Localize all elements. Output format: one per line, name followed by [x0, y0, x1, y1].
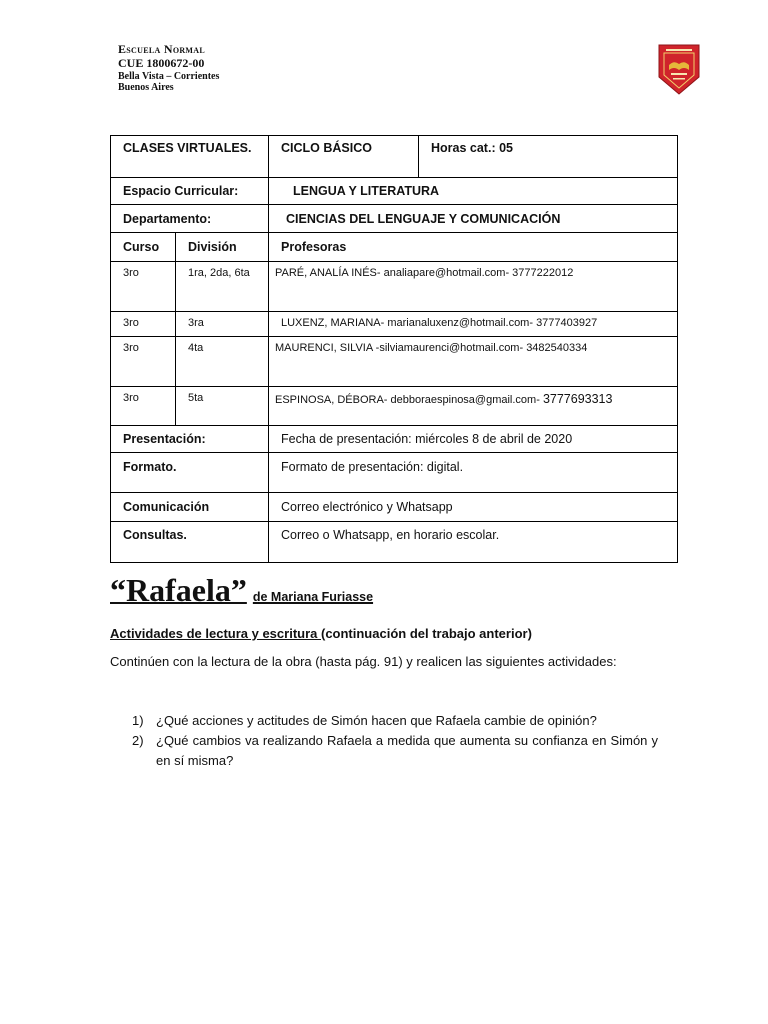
label-formato: Formato. — [111, 453, 269, 493]
teacher-curso: 3ro — [111, 387, 176, 426]
question-number: 1) — [132, 713, 144, 728]
activities-intro: Continúen con la lectura de la obra (hasta pág. 91) y realicen las siguientes actividades: — [110, 654, 617, 669]
activities-heading-title: Actividades de lectura y escritura — [110, 626, 321, 641]
table-row — [111, 205, 678, 233]
question-text: ¿Qué cambios va realizando Rafaela a medida que aumenta su confianza en Simón y en sí misma? — [156, 733, 658, 768]
teacher-division: 1ra, 2da, 6ta — [176, 262, 269, 312]
value-consultas: Correo o Whatsapp, en horario escolar. — [269, 522, 678, 563]
teacher-division: 3ra — [176, 312, 269, 337]
value-presentacion: Fecha de presentación: miércoles 8 de abril de 2020 — [269, 426, 678, 453]
cell-clases-virtuales: CLASES VIRTUALES. — [111, 136, 269, 178]
school-city: Buenos Aires — [118, 82, 174, 94]
table-header-row — [111, 233, 678, 262]
school-crest-icon — [658, 43, 700, 95]
teacher-division: 4ta — [176, 337, 269, 387]
school-cue: CUE 1800672-00 — [118, 55, 205, 70]
teacher-curso: 3ro — [111, 262, 176, 312]
question-text: ¿Qué acciones y actitudes de Simón hacen que Rafaela cambie de opinión? — [156, 713, 597, 728]
question-item — [110, 731, 658, 771]
cell-horas: Horas cat.: 05 — [419, 136, 678, 178]
cell-ciclo: CICLO BÁSICO — [269, 136, 419, 178]
activities-heading — [110, 626, 532, 641]
activities-heading-note: (continuación del trabajo anterior) — [320, 626, 532, 641]
teacher-row — [111, 312, 678, 337]
question-item — [110, 711, 658, 731]
teacher-curso: 3ro — [111, 337, 176, 387]
label-presentacion: Presentación: — [111, 426, 269, 453]
teacher-contact: ESPINOSA, DÉBORA- debboraespinosa@gmail.com- — [275, 394, 543, 406]
table-row — [111, 426, 678, 453]
teacher-contact: PARÉ, ANALÍA INÉS- analiapare@hotmail.com- 3777222012 — [269, 262, 678, 312]
work-title: “Rafaela” — [110, 572, 247, 608]
school-name: Escuela Normal — [118, 42, 205, 56]
label-consultas: Consultas. — [111, 522, 269, 563]
value-formato: Formato de presentación: digital. — [269, 453, 678, 493]
label-comunicacion: Comunicación — [111, 493, 269, 522]
label-departamento: Departamento: — [111, 205, 269, 233]
work-author: de Mariana Furiasse — [252, 590, 374, 604]
teacher-phone: 3777693313 — [542, 392, 613, 406]
teacher-division: 5ta — [176, 387, 269, 426]
school-location: Bella Vista – Corrientes — [118, 70, 220, 82]
table-row — [111, 493, 678, 522]
header-profesoras: Profesoras — [269, 233, 678, 262]
teacher-contact: MAURENCI, SILVIA -silviamaurenci@hotmail.com- 3482540334 — [269, 337, 678, 387]
question-list — [110, 711, 658, 771]
table-row — [111, 136, 678, 178]
header-division: División — [176, 233, 269, 262]
value-espacio-curricular: LENGUA Y LITERATURA — [269, 178, 678, 205]
school-header — [118, 43, 219, 94]
teacher-row — [111, 387, 678, 426]
question-number: 2) — [132, 733, 144, 748]
teacher-row — [111, 337, 678, 387]
teacher-contact-cell — [269, 387, 678, 426]
value-departamento: CIENCIAS DEL LENGUAJE Y COMUNICACIÓN — [269, 205, 678, 233]
label-espacio-curricular: Espacio Curricular: — [111, 178, 269, 205]
work-title-line — [110, 572, 373, 609]
table-row — [111, 178, 678, 205]
table-row — [111, 522, 678, 563]
value-comunicacion: Correo electrónico y Whatsapp — [269, 493, 678, 522]
teacher-curso: 3ro — [111, 312, 176, 337]
table-row — [111, 453, 678, 493]
teacher-row — [111, 262, 678, 312]
course-info-table — [110, 135, 678, 563]
header-curso: Curso — [111, 233, 176, 262]
teacher-contact: LUXENZ, MARIANA- marianaluxenz@hotmail.com- 3777403927 — [269, 312, 678, 337]
